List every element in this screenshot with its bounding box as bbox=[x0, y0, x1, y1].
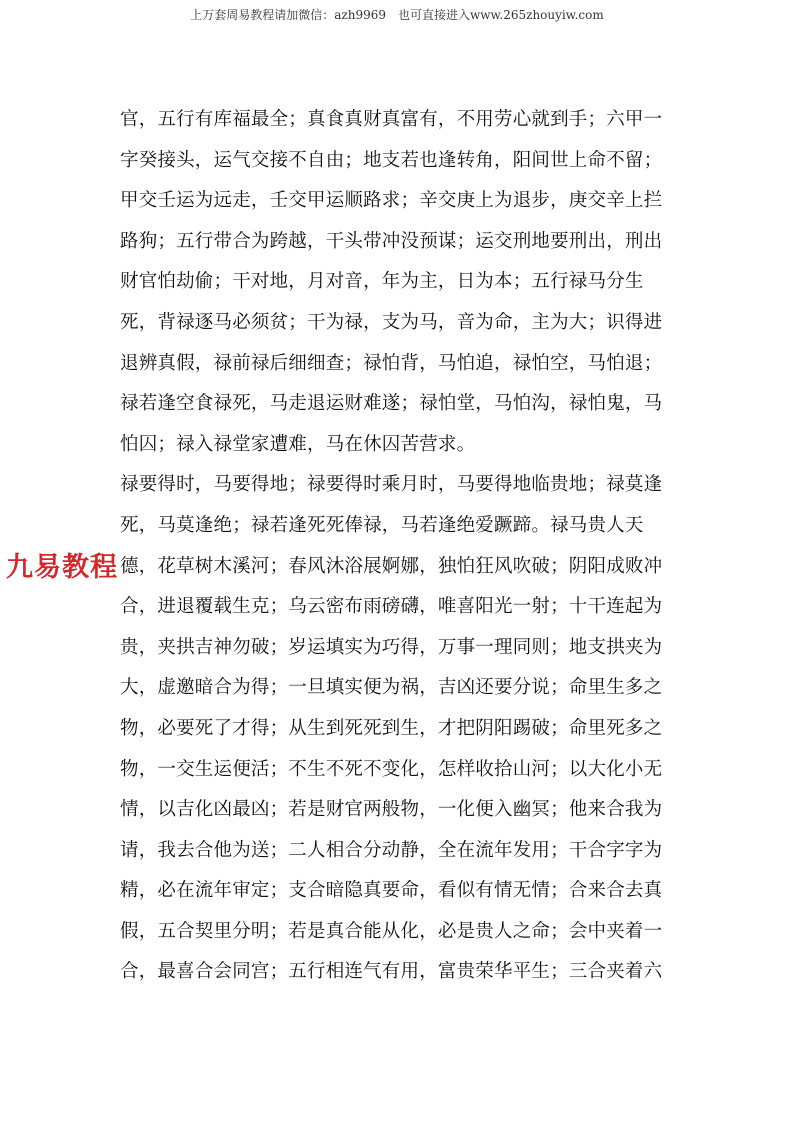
text-line: 甲交壬运为远走，壬交甲运顺路求；辛交庚上为退步，庚交辛上拦 bbox=[120, 190, 663, 212]
text-line: 物，一交生运便活；不生不死不变化，怎样收拾山河；以大化小无 bbox=[120, 758, 663, 780]
text-line: 大，虚邀暗合为得；一旦填实便为祸，吉凶还要分说；命里生多之 bbox=[120, 677, 663, 699]
document-body bbox=[120, 100, 680, 993]
text-line: 怕囚；禄入禄堂家遭难，马在休囚苦营求。 bbox=[120, 433, 476, 455]
text-line: 路狗；五行带合为跨越，干头带冲没预谋；运交刑地要刑出，刑出 bbox=[120, 230, 663, 252]
text-line: 官，五行有库福最全；真食真财真富有，不用劳心就到手；六甲一 bbox=[120, 109, 663, 130]
text-line: 字癸接头，运气交接不自由；地支若也逢转角，阳间世上命不留； bbox=[120, 149, 663, 171]
text-line: 禄若逢空食禄死，马走退运财难遂；禄怕堂，马怕沟，禄怕鬼，马 bbox=[120, 393, 663, 415]
text-line: 假，五合契里分明；若是真合能从化，必是贵人之命；会中夹着一 bbox=[120, 920, 663, 942]
text-line: 死，马莫逢绝；禄若逢死死俸禄，马若逢绝爱蹶蹄。禄马贵人天 bbox=[120, 514, 644, 536]
text-line: 财官怕劫偷；干对地，月对音，年为主，日为本；五行禄马分生 bbox=[120, 271, 644, 293]
text-line: 合，最喜合会同宫；五行相连气有用，富贵荣华平生；三合夹着六 bbox=[120, 961, 663, 983]
text-line: 退辨真假，禄前禄后细细查；禄怕背，马怕追，禄怕空，马怕退； bbox=[120, 352, 663, 374]
text-line: 禄要得时，马要得地；禄要得时乘月时，马要得地临贵地；禄莫逢 bbox=[120, 474, 663, 496]
text-line: 死，背禄逐马必须贫；干为禄，支为马，音为命，主为大；识得进 bbox=[120, 311, 663, 333]
text-line: 请，我去合他为送；二人相合分动静，全在流年发用；干合字字为 bbox=[120, 839, 663, 861]
watermark-logo: 九易教程 bbox=[6, 552, 118, 583]
text-line: 情，以吉化凶最凶；若是财官两般物，一化便入幽冥；他来合我为 bbox=[120, 799, 663, 821]
text-line: 德，花草树木溪河；春风沐浴展婀娜，独怕狂风吹破；阴阳成败冲 bbox=[120, 555, 663, 577]
text-line: 精，必在流年审定；支合暗隐真要命，看似有情无情；合来合去真 bbox=[120, 880, 663, 902]
text-line: 合，进退覆载生克；乌云密布雨磅礴，唯喜阳光一射；十干连起为 bbox=[120, 596, 663, 618]
text-line: 物，必要死了才得；从生到死死到生，才把阴阳踢破；命里死多之 bbox=[120, 717, 663, 739]
text-line: 贵，夹拱吉神勿破；岁运填实为巧得，万事一理同则；地支拱夹为 bbox=[120, 636, 663, 658]
page-header: 上万套周易教程请加微信：azh9969 也可直接进入www.265zhouyiw.com bbox=[190, 8, 604, 22]
